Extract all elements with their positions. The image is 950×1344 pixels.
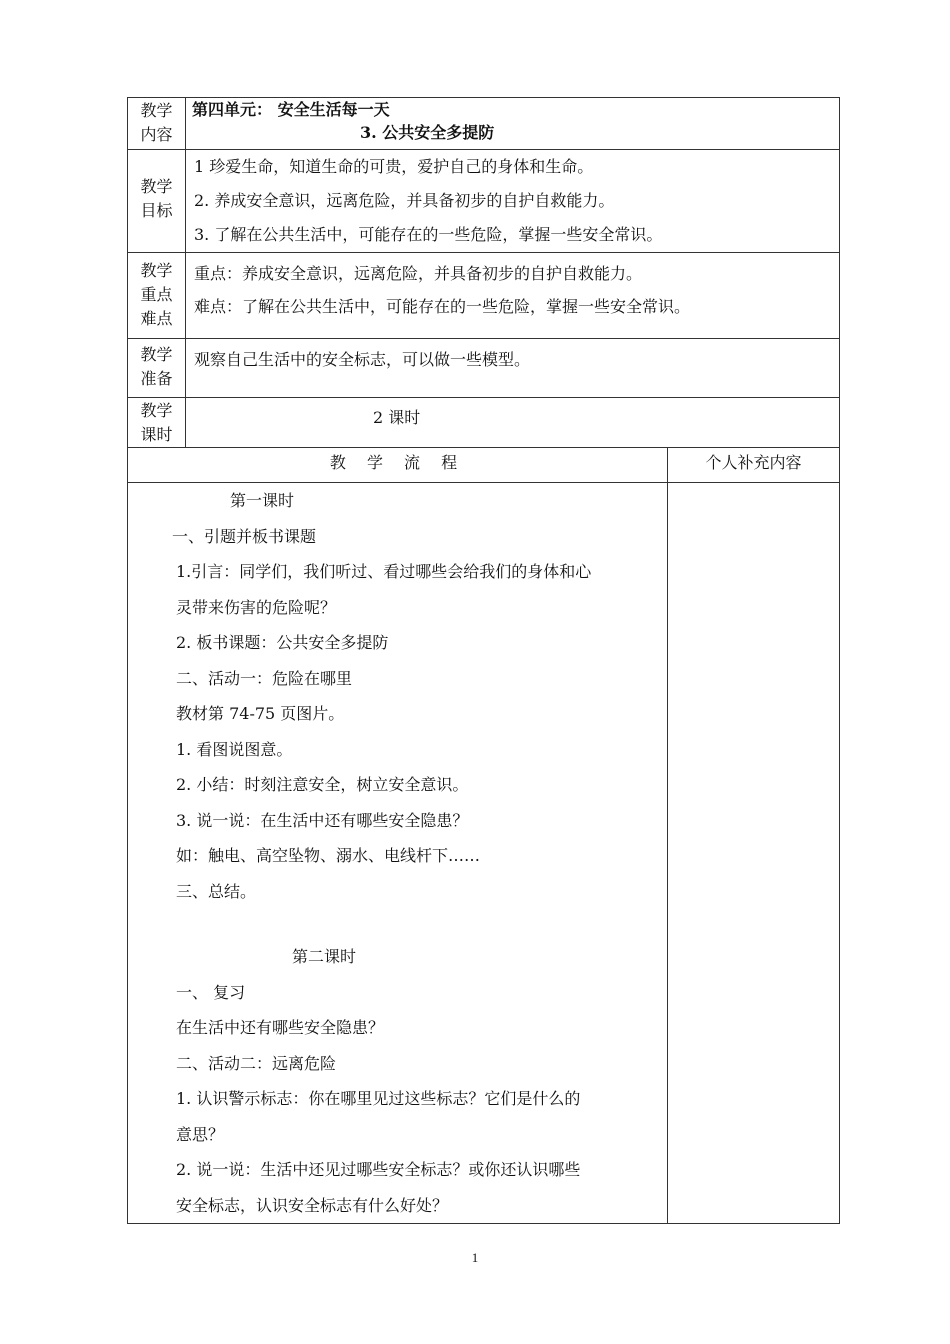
row-flow <box>128 483 840 1224</box>
label-text: 准备 <box>140 369 173 388</box>
flow-line: 二、活动二：远离危险 <box>176 1053 337 1073</box>
page-number: 1 <box>471 1250 479 1265</box>
flow-line: 2. 说一说：生活中还见过哪些安全标志？或你还认识哪些 <box>176 1160 581 1179</box>
spacer <box>172 909 667 939</box>
label-text: 重点 <box>140 285 173 304</box>
extra-content-cell <box>668 483 840 1224</box>
label-text: 教学 <box>140 177 173 196</box>
label-preparation <box>128 339 186 398</box>
key-points-cell <box>186 253 840 339</box>
flow-line: 1.引言：同学们，我们听过、看过哪些会给我们的身体和心 <box>176 562 592 581</box>
flow-line: 一、 复习 <box>176 982 246 1002</box>
flow-line: 2. 板书课题：公共安全多提防 <box>176 633 389 652</box>
label-text: 教学 <box>140 345 173 364</box>
hours-cell <box>186 398 840 448</box>
flow-line: 三、总结。 <box>176 881 257 901</box>
label-text: 难点 <box>140 309 173 328</box>
flow-line: 安全标志，认识安全标志有什么好处？ <box>176 1195 449 1215</box>
flow-line: 1. 看图说图意。 <box>176 739 293 759</box>
preparation-text: 观察自己生活中的安全标志，可以做一些模型。 <box>194 350 531 369</box>
lesson2-title: 第二课时 <box>292 947 357 966</box>
flow-line: 意思？ <box>176 1124 225 1144</box>
lesson1-title: 第一课时 <box>230 491 295 510</box>
unit-title <box>186 98 840 150</box>
flow-line: 教材第 74-75 页图片。 <box>176 704 345 723</box>
key-point: 重点：养成安全意识，远离危险，并具备初步的自护自救能力。 <box>194 264 643 283</box>
extra-header: 个人补充内容 <box>668 448 840 483</box>
preparation-cell <box>186 339 840 398</box>
label-text: 课时 <box>140 425 173 444</box>
row-content <box>128 98 840 150</box>
label-text: 内容 <box>140 125 173 144</box>
label-text: 教学 <box>140 401 173 420</box>
row-key-points <box>128 253 840 339</box>
flow-line: 在生活中还有哪些安全隐患？ <box>176 1018 385 1037</box>
lesson-title: 3. 公共安全多提防 <box>360 123 495 142</box>
flow-line: 二、活动一：危险在哪里 <box>176 668 353 688</box>
label-text: 目标 <box>140 201 173 220</box>
unit-name: 第四单元： 安全生活每一天 <box>192 100 390 119</box>
label-content <box>128 98 186 150</box>
flow-line: 2. 小结：时刻注意安全，树立安全意识。 <box>176 775 469 794</box>
goals-cell <box>186 150 840 253</box>
flow-line: 一、引题并板书课题 <box>172 526 317 546</box>
label-hours <box>128 398 186 448</box>
label-key-points <box>128 253 186 339</box>
row-flow-header <box>128 448 840 483</box>
flow-line: 3. 说一说：在生活中还有哪些安全隐患？ <box>176 810 469 830</box>
goal-item: 3. 了解在公共生活中，可能存在的一些危险，掌握一些安全常识。 <box>194 225 663 244</box>
lesson-plan-table <box>127 97 840 1224</box>
label-text: 教学 <box>140 101 173 120</box>
flow-line: 1. 认识警示标志：你在哪里见过这些标志？它们是什么的 <box>176 1089 581 1108</box>
row-goals <box>128 150 840 253</box>
period-text: 2 课时 <box>373 408 421 427</box>
difficult-point: 难点：了解在公共生活中，可能存在的一些危险，掌握一些安全常识。 <box>194 297 691 316</box>
label-text: 教学 <box>140 261 173 280</box>
label-goals <box>128 150 186 253</box>
goal-item: 2. 养成安全意识，远离危险，并具备初步的自护自救能力。 <box>194 191 615 210</box>
row-hours <box>128 398 840 448</box>
flow-line: 如：触电、高空坠物、溺水、电线杆下…… <box>176 846 481 865</box>
flow-header: 教 学 流 程 <box>128 448 668 483</box>
goal-item: 1 珍爱生命，知道生命的可贵，爱护自己的身体和生命。 <box>194 157 594 176</box>
teaching-flow <box>128 483 668 1224</box>
flow-line: 灵带来伤害的危险呢？ <box>176 597 337 617</box>
row-preparation <box>128 339 840 398</box>
